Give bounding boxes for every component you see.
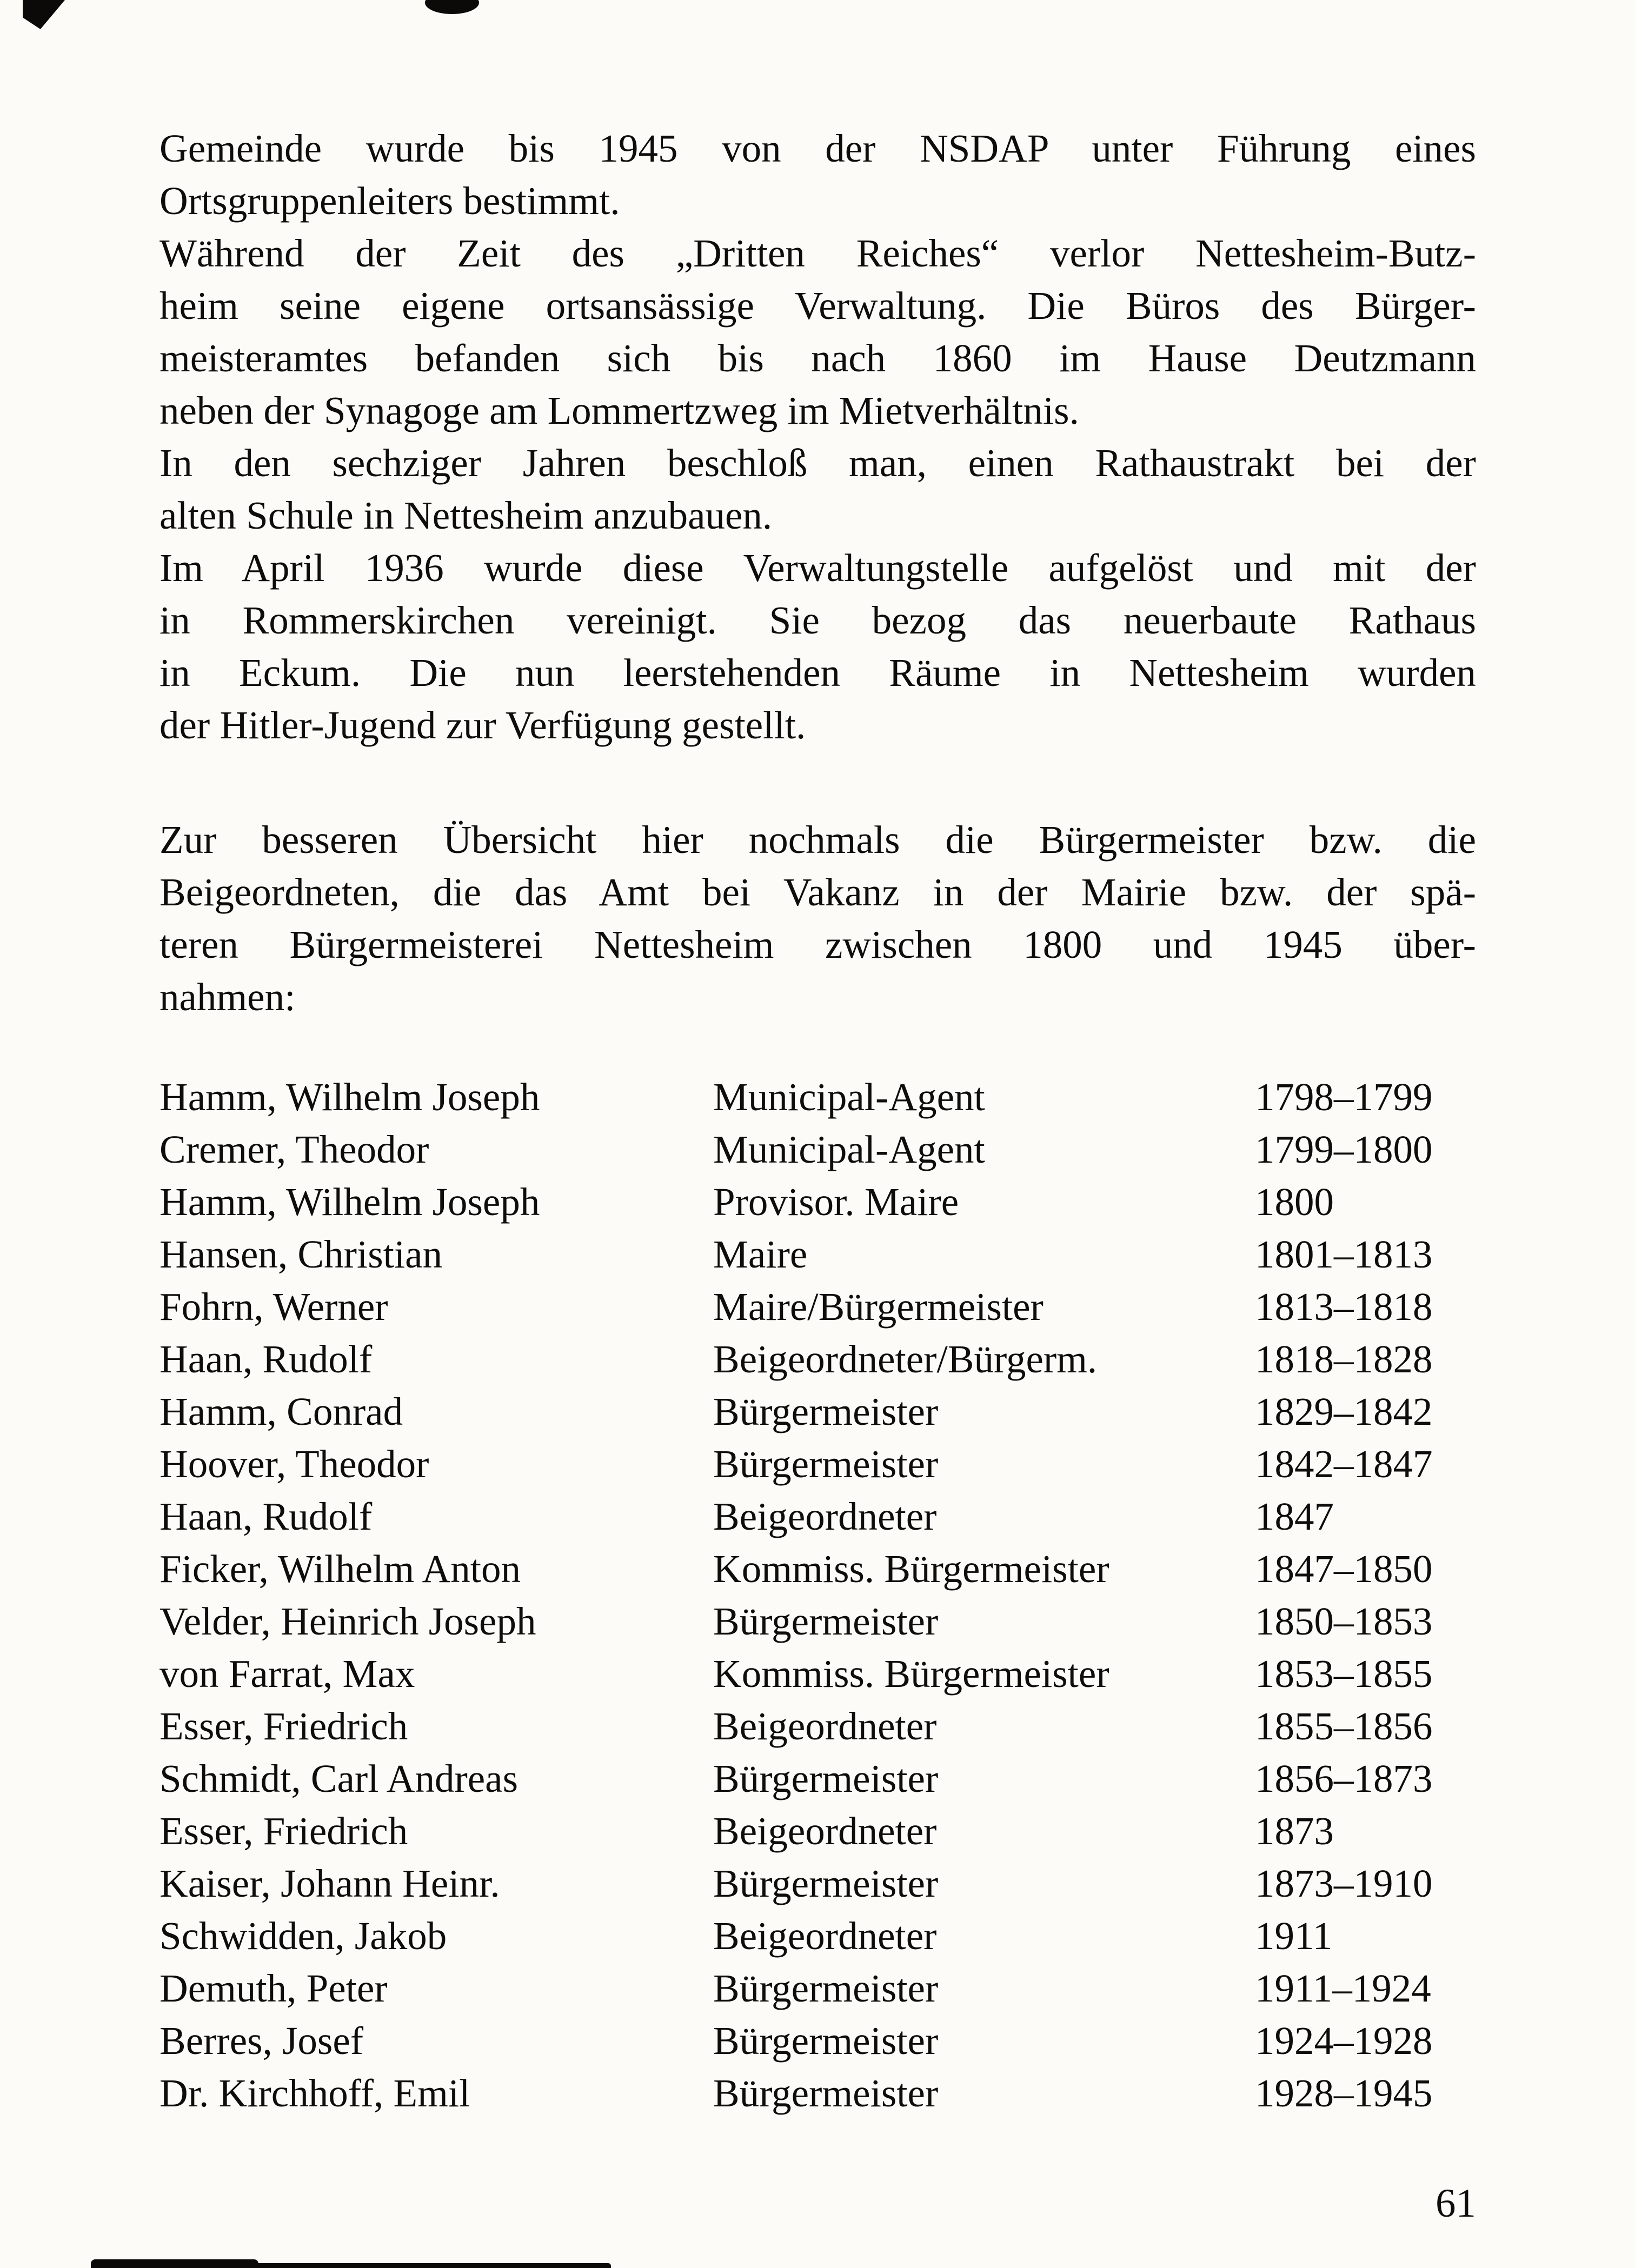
official-row — [159, 1910, 1476, 1962]
official-title: Beigeordneter — [713, 1809, 937, 1853]
official-years: 1847–1850 — [1255, 1547, 1433, 1591]
official-title: Bürgermeister — [713, 2071, 939, 2115]
official-title: Bürgermeister — [713, 1757, 939, 1800]
officials-table — [159, 1071, 1476, 2119]
official-title: Municipal-Agent — [713, 1128, 985, 1171]
text-line: Im April 1936 wurde diese Verwaltungstelle aufgelöst und mit der — [159, 546, 1476, 590]
official-name: Esser, Friedrich — [159, 1704, 408, 1748]
official-name: von Farrat, Max — [159, 1652, 415, 1696]
official-name: Ficker, Wilhelm Anton — [159, 1547, 521, 1591]
text-line: heim seine eigene ortsansässige Verwaltung. Die Büros des Bürger- — [159, 284, 1476, 328]
official-name: Velder, Heinrich Joseph — [159, 1599, 536, 1643]
page-number: 61 — [1435, 2181, 1476, 2226]
text-line: alten Schule in Nettesheim anzubauen. — [159, 493, 773, 537]
official-name: Hamm, Wilhelm Joseph — [159, 1180, 540, 1224]
official-name: Hamm, Wilhelm Joseph — [159, 1075, 540, 1119]
official-years: 1873 — [1255, 1809, 1334, 1853]
text-line: In den sechziger Jahren beschloß man, einen Rathaustrakt bei der — [159, 441, 1476, 485]
official-name: Schmidt, Carl Andreas — [159, 1757, 518, 1800]
scan-artifact-top-blob — [425, 0, 479, 14]
scan-artifact-top-left — [23, 0, 65, 29]
official-name: Kaiser, Johann Heinr. — [159, 1862, 500, 1905]
paragraph — [159, 122, 1476, 227]
paragraph — [159, 542, 1476, 751]
official-name: Hoover, Theodor — [159, 1442, 429, 1486]
official-title: Beigeordneter — [713, 1495, 937, 1538]
official-title: Bürgermeister — [713, 1390, 939, 1433]
text-line: Ortsgruppenleiters bestimmt. — [159, 179, 620, 223]
paragraph — [159, 437, 1476, 542]
official-title: Municipal-Agent — [713, 1075, 985, 1119]
official-years: 1855–1856 — [1255, 1704, 1433, 1748]
official-years: 1800 — [1255, 1180, 1334, 1224]
official-row — [159, 1752, 1476, 1805]
official-row — [159, 1123, 1476, 1176]
official-name: Dr. Kirchhoff, Emil — [159, 2071, 470, 2115]
official-title: Kommiss. Bürgermeister — [713, 1547, 1109, 1591]
official-row — [159, 1228, 1476, 1280]
official-row — [159, 1385, 1476, 1438]
official-years: 1801–1813 — [1255, 1232, 1433, 1276]
official-title: Beigeordneter/Bürgerm. — [713, 1337, 1098, 1381]
official-row — [159, 1962, 1476, 2014]
official-title: Bürgermeister — [713, 2019, 939, 2063]
official-years: 1853–1855 — [1255, 1652, 1433, 1696]
official-row — [159, 2014, 1476, 2067]
official-name: Cremer, Theodor — [159, 1128, 429, 1171]
official-years: 1813–1818 — [1255, 1285, 1433, 1329]
official-years: 1911 — [1255, 1914, 1333, 1958]
official-years: 1856–1873 — [1255, 1757, 1433, 1800]
official-row — [159, 1280, 1476, 1333]
text-line: Zur besseren Übersicht hier nochmals die Bürgermeister bzw. die — [159, 818, 1476, 862]
official-name: Fohrn, Werner — [159, 1285, 388, 1329]
official-years: 1799–1800 — [1255, 1128, 1433, 1171]
official-title: Maire — [713, 1232, 808, 1276]
text-line: in Rommerskirchen vereinigt. Sie bezog das neuerbaute Rathaus — [159, 598, 1476, 642]
official-name: Haan, Rudolf — [159, 1337, 373, 1381]
paragraph — [159, 813, 1476, 1023]
official-row — [159, 1647, 1476, 1700]
official-name: Esser, Friedrich — [159, 1809, 408, 1853]
official-title: Bürgermeister — [713, 1966, 939, 2010]
text-line: neben der Synagoge am Lommertzweg im Mietverhältnis. — [159, 389, 1079, 432]
official-title: Bürgermeister — [713, 1862, 939, 1905]
official-title: Beigeordneter — [713, 1914, 937, 1958]
text-line: meisteramtes befanden sich bis nach 1860 im Hause Deutzmann — [159, 336, 1476, 380]
official-years: 1818–1828 — [1255, 1337, 1433, 1381]
text-line: teren Bürgermeisterei Nettesheim zwischen 1800 und 1945 über- — [159, 923, 1476, 966]
official-title: Bürgermeister — [713, 1442, 939, 1486]
text-line: Gemeinde wurde bis 1945 von der NSDAP unter Führung eines — [159, 126, 1476, 170]
paragraph — [159, 227, 1476, 437]
official-title: Bürgermeister — [713, 1599, 939, 1643]
text-line: nahmen: — [159, 975, 296, 1019]
official-years: 1829–1842 — [1255, 1390, 1433, 1433]
official-name: Berres, Josef — [159, 2019, 364, 2063]
official-row — [159, 1490, 1476, 1543]
official-title: Provisor. Maire — [713, 1180, 959, 1224]
body-text — [159, 122, 1476, 1023]
official-years: 1850–1853 — [1255, 1599, 1433, 1643]
official-years: 1924–1928 — [1255, 2019, 1433, 2063]
text-line: Während der Zeit des „Dritten Reiches“ verlor Nettesheim-Butz- — [159, 231, 1476, 275]
official-years: 1847 — [1255, 1495, 1334, 1538]
official-years: 1798–1799 — [1255, 1075, 1433, 1119]
text-line: in Eckum. Die nun leerstehenden Räume in Nettesheim wurden — [159, 651, 1476, 695]
official-years: 1911–1924 — [1255, 1966, 1431, 2010]
official-name: Hamm, Conrad — [159, 1390, 403, 1433]
text-line: der Hitler-Jugend zur Verfügung gestellt. — [159, 703, 806, 747]
official-name: Schwidden, Jakob — [159, 1914, 447, 1958]
official-years: 1842–1847 — [1255, 1442, 1433, 1486]
official-row — [159, 1333, 1476, 1385]
official-name: Haan, Rudolf — [159, 1495, 373, 1538]
official-title: Kommiss. Bürgermeister — [713, 1652, 1109, 1696]
text-line: Beigeordneten, die das Amt bei Vakanz in der Mairie bzw. der spä- — [159, 870, 1476, 914]
official-row — [159, 1071, 1476, 1123]
scan-artifact-bottom-thick — [91, 2259, 258, 2268]
official-row — [159, 1857, 1476, 1910]
official-years: 1928–1945 — [1255, 2071, 1433, 2115]
text-column — [159, 122, 1476, 2119]
official-row — [159, 2067, 1476, 2119]
official-row — [159, 1595, 1476, 1647]
official-row — [159, 1176, 1476, 1228]
official-row — [159, 1700, 1476, 1752]
official-title: Beigeordneter — [713, 1704, 937, 1748]
official-name: Hansen, Christian — [159, 1232, 443, 1276]
official-row — [159, 1438, 1476, 1490]
official-name: Demuth, Peter — [159, 1966, 388, 2010]
official-years: 1873–1910 — [1255, 1862, 1433, 1905]
official-row — [159, 1805, 1476, 1857]
official-row — [159, 1543, 1476, 1595]
official-title: Maire/Bürgermeister — [713, 1285, 1044, 1329]
